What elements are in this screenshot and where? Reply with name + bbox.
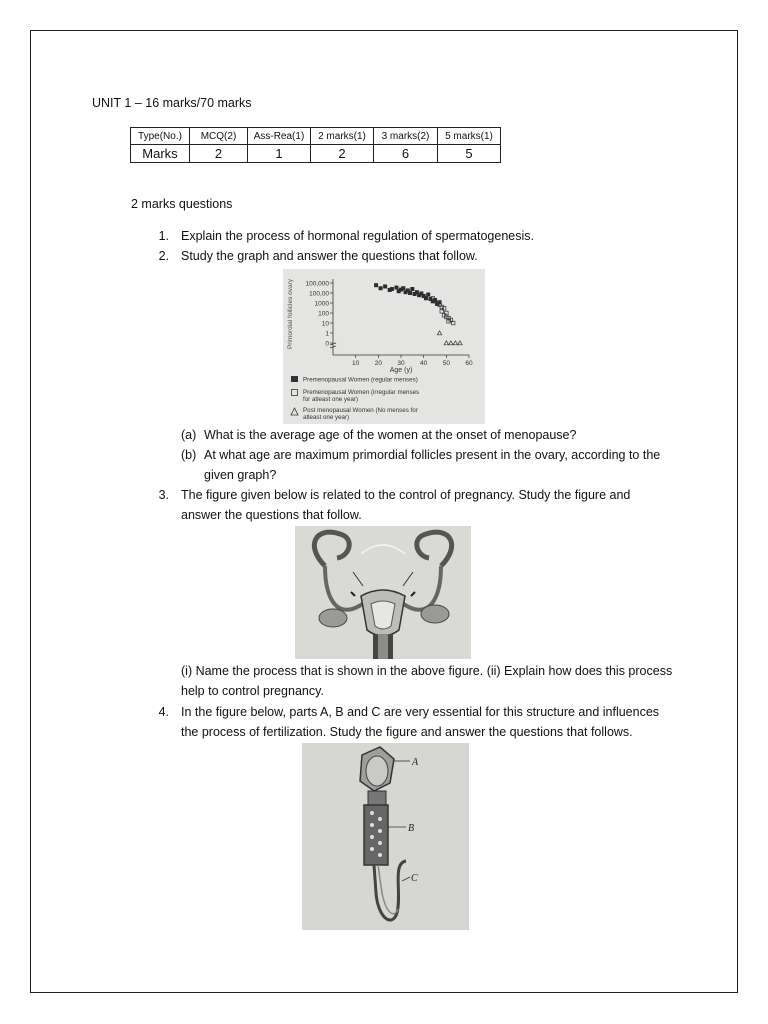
data-point-regular-menses [390,287,394,291]
sperm-middle-piece [364,805,388,865]
question-text: In the figure below, parts A, B and C are very essential for this structure and influences [181,705,660,719]
data-point-regular-menses [438,300,442,304]
y-tick-label: 100,000 [305,280,329,288]
question-text: the process of fertilization. Study the figure and answer the questions that follows. [181,725,633,739]
data-point-postmenopausal [458,341,462,345]
x-axis-label: Age (y) [389,367,413,374]
table-cell: Type(No.) [131,128,190,145]
subpart-text: At what age are maximum primordial follicles present in the ovary, according to the [204,448,661,462]
question-number: 3. [158,488,169,502]
y-tick-label: 100,00 [309,290,329,298]
question-text: Explain the process of hormonal regulation of spermatogenesis. [181,229,534,243]
legend-entry: Post menopausal Women (No menses for [303,407,418,414]
data-point-regular-menses [374,283,378,287]
label-a: A [412,757,419,768]
label-b: B [408,823,415,834]
data-point-irregular-menses [440,305,444,309]
sperm-neck [368,791,386,805]
question-number: 2. [158,249,169,263]
incision-arc [361,545,405,554]
x-tick-label: 60 [465,360,473,367]
data-point-regular-menses [426,293,430,297]
uterus-illustration [295,526,471,659]
right-tube-end [417,532,452,566]
question-text: The figure given below is related to the control of pregnancy. Study the figure and [181,488,631,502]
section-heading: 2 marks questions [131,197,233,211]
table-cell: 5 [438,145,501,163]
sperm-figure [302,743,469,930]
cervical-canal [378,634,388,659]
data-point-regular-menses [401,286,405,290]
table-cell: 3 marks(2) [374,128,438,145]
table-cell: 2 [190,145,248,163]
question-followup-text: (i) Name the process that is shown in the above figure. (ii) Explain how does this process [181,664,673,678]
data-point-regular-menses [394,286,398,290]
table-cell: 5 marks(1) [438,128,501,145]
data-point-postmenopausal [437,331,441,335]
question-number: 4. [158,705,169,719]
legend-triangle-icon [291,408,298,415]
legend-entry: Premenopausal Women (regular menses) [303,376,418,384]
y-tick-label: 10 [321,320,329,328]
question-text: answer the questions that follow. [181,508,362,522]
marks-table [130,127,501,163]
table-cell: 6 [374,145,438,163]
data-point-regular-menses [424,296,428,300]
data-point-regular-menses [408,291,412,295]
document-page [30,30,738,993]
subpart-label: (b) [181,448,197,462]
data-point-regular-menses [410,287,414,291]
table-cell: 1 [248,145,311,163]
y-tick-label: 1 [325,330,329,338]
question-text: Study the graph and answer the questions that follow. [181,249,478,263]
follicle-scatter-plot [283,269,485,424]
left-ovary [319,609,347,627]
legend-open-square-icon [292,390,298,396]
legend-entry: atleast one year) [303,414,350,421]
data-point-postmenopausal [444,341,448,345]
subpart-text: given graph? [204,468,277,482]
question-followup-text: help to control pregnancy. [181,684,324,698]
sperm-nucleus [366,756,388,786]
legend-entry: for atleast one year) [303,396,359,403]
sperm-illustration [302,743,469,930]
uterine-cavity [371,601,395,629]
sperm-tail-inner [378,865,398,914]
y-tick-label: 100 [318,310,329,318]
question-number: 1. [158,229,169,243]
y-tick-label: 0 [325,340,329,348]
data-point-postmenopausal [449,341,453,345]
marks-table-row [131,145,501,163]
label-c: C [411,873,418,884]
table-cell: MCQ(2) [190,128,248,145]
x-tick-label: 30 [397,360,405,367]
data-point-postmenopausal [453,341,457,345]
y-axis-label: Primordial follicles ovary [287,278,294,350]
unit-heading: UNIT 1 – 16 marks/70 marks [92,96,252,110]
subpart-label: (a) [181,428,197,442]
reproductive-tract-figure [295,526,471,659]
x-tick-label: 20 [374,360,382,367]
label-c-pointer [402,877,410,881]
table-cell: 2 marks(1) [311,128,374,145]
left-tube-end [314,532,349,566]
data-point-regular-menses [383,284,387,288]
right-ovary [421,605,449,623]
table-cell: Marks [131,145,190,163]
data-point-regular-menses [379,286,383,290]
follicle-graph-figure [283,269,485,424]
x-tick-label: 40 [420,360,428,367]
marks-table-header [131,128,501,145]
x-tick-label: 10 [352,360,360,367]
legend-entry: Premenopausal Women (irregular menses [303,389,420,396]
pointer-arrows [353,572,413,586]
subpart-text: What is the average age of the women at the onset of menopause? [204,428,577,442]
data-point-irregular-menses [445,311,449,315]
y-tick-label: 1000 [314,300,329,308]
legend-filled-square-icon [291,376,298,382]
x-tick-label: 50 [442,360,450,367]
table-cell: Ass-Rea(1) [248,128,311,145]
table-cell: 2 [311,145,374,163]
